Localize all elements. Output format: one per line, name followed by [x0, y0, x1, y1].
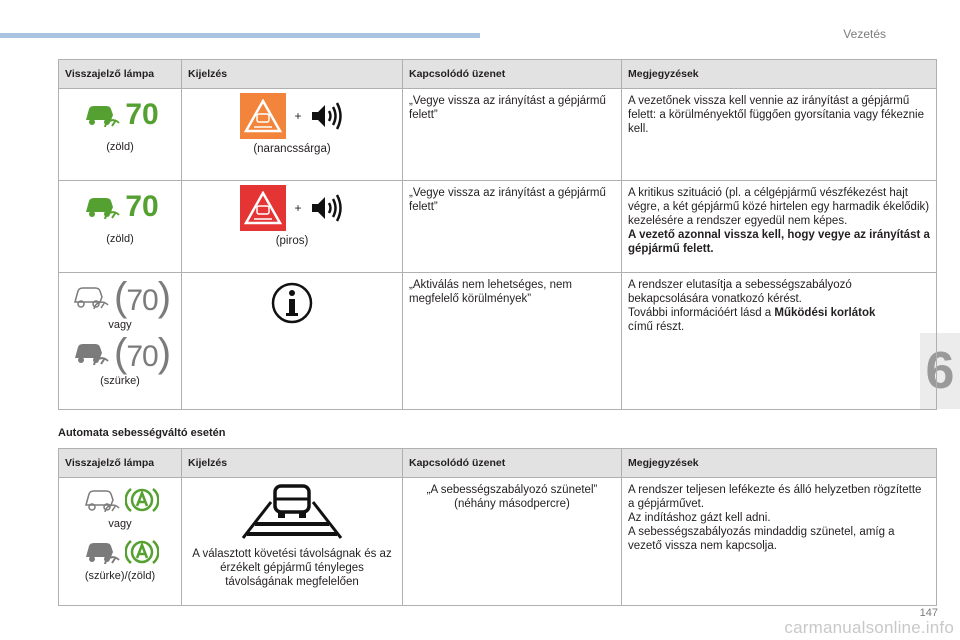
message-text: „Vegye vissza az irányítást a gépjármű felett” [409, 95, 606, 121]
col-lamp: Visszajelző lámpa [59, 60, 182, 89]
lamp-caption: (zöld) [106, 233, 134, 245]
message-cell [403, 478, 622, 606]
speed-value-grey: (70) [113, 331, 171, 375]
table-header-row [59, 60, 937, 89]
display-caption: A választott követési távolságnak és az érzékelt gépjármű tényleges távolságának megfelelően [192, 548, 392, 588]
section-title: Vezetés [843, 27, 886, 41]
lamp-cell [59, 181, 182, 273]
lamp-caption: (zöld) [106, 141, 134, 153]
watermark: carmanualsonline.info [784, 618, 954, 637]
grey-car-outline-speedometer-icon [70, 283, 110, 311]
display-cell [182, 273, 403, 410]
table-row [59, 181, 937, 273]
lamp-cell [59, 89, 182, 181]
note-cell [622, 181, 937, 273]
speed-value-grey: (70) [113, 275, 171, 319]
note-text: A vezetőnek vissza kell vennie az irányítást a gépjármű felett: a körülményektől függően gyorsítania vagy fékeznie kell. [628, 95, 924, 135]
page-number: 147 [919, 607, 938, 619]
car-following-distance-icon [237, 482, 347, 542]
col-lamp: Visszajelző lámpa [59, 449, 182, 478]
lamp-or-text: vagy [108, 319, 132, 331]
message-text: „A sebességszabályozó szünetel” (néhány másodpercre) [426, 484, 598, 510]
display-caption: (narancssárga) [253, 143, 331, 155]
collision-warning-icon [240, 93, 286, 139]
grey-car-outline-speedometer-icon [81, 486, 121, 514]
display-cell [182, 181, 403, 273]
table-row [59, 478, 937, 606]
note-more-link: Működési korlátok [774, 307, 876, 319]
note-cell [622, 273, 937, 410]
sound-alert-icon [310, 102, 344, 130]
note-cell [622, 89, 937, 181]
lamp-caption: (szürke) [100, 375, 140, 387]
indicator-table-2 [58, 448, 937, 606]
table-row [59, 273, 937, 410]
col-display: Kijelzés [182, 60, 403, 89]
subheading: Automata sebességváltó esetén [58, 427, 226, 439]
green-auto-hold-icon [125, 537, 159, 567]
note-more-prefix: További információért lásd a [628, 307, 772, 319]
green-car-speedometer-icon [81, 193, 121, 221]
top-decor-bar [0, 33, 480, 38]
display-caption: (piros) [275, 235, 309, 247]
display-cell [182, 478, 403, 606]
grey-car-speedometer-icon [70, 339, 110, 367]
green-car-speedometer-icon [81, 101, 121, 129]
message-cell [403, 273, 622, 410]
lamp-cell [59, 478, 182, 606]
message-cell [403, 181, 622, 273]
col-message: Kapcsolódó üzenet [403, 60, 622, 89]
info-icon [270, 281, 314, 325]
lamp-or-text: vagy [108, 518, 132, 530]
grey-car-speedometer-icon [81, 538, 121, 566]
table-row [59, 89, 937, 181]
col-display: Kijelzés [182, 449, 403, 478]
table-header-row [59, 449, 937, 478]
collision-alert-icon [240, 185, 286, 231]
lamp-caption: (szürke)/(zöld) [84, 570, 156, 582]
note-more-suffix: című részt. [628, 321, 685, 333]
note-text: A kritikus szituáció (pl. a célgépjármű vészfékezést hajt végre, a két gépjármű közé hirtelen egy harmadik ékelődik) kezelésére a rendszer egyedül nem képes. [628, 187, 930, 227]
speed-value: 70 [125, 98, 159, 131]
note-text: A rendszer teljesen lefékezte és álló helyzetben rögzítette a gépjárművet. Az indításhoz gázt kell adni. A sebességszabályozás mindaddig szünetel, amíg a vezető vissza nem kapcsolja. [628, 484, 922, 552]
message-text: „Aktiválás nem lehetséges, nem megfelelő körülmények” [409, 279, 572, 305]
message-cell [403, 89, 622, 181]
plus-sign: + [294, 201, 302, 215]
col-message: Kapcsolódó üzenet [403, 449, 622, 478]
col-notes: Megjegyzések [622, 60, 937, 89]
indicator-table-1 [58, 59, 937, 410]
sound-alert-icon [310, 194, 344, 222]
plus-sign: + [294, 109, 302, 123]
speed-value: 70 [125, 190, 159, 223]
display-cell [182, 89, 403, 181]
lamp-cell [59, 273, 182, 410]
note-cell [622, 478, 937, 606]
col-notes: Megjegyzések [622, 449, 937, 478]
note-bold-text: A vezető azonnal vissza kell, hogy vegye az irányítást a gépjármű felett. [628, 229, 930, 255]
green-auto-hold-icon [125, 485, 159, 515]
chapter-tab: 6 [920, 333, 960, 409]
message-text: „Vegye vissza az irányítást a gépjármű felett” [409, 187, 606, 213]
note-text: A rendszer elutasítja a sebességszabályozó bekapcsolására vonatkozó kérést. [628, 279, 852, 305]
